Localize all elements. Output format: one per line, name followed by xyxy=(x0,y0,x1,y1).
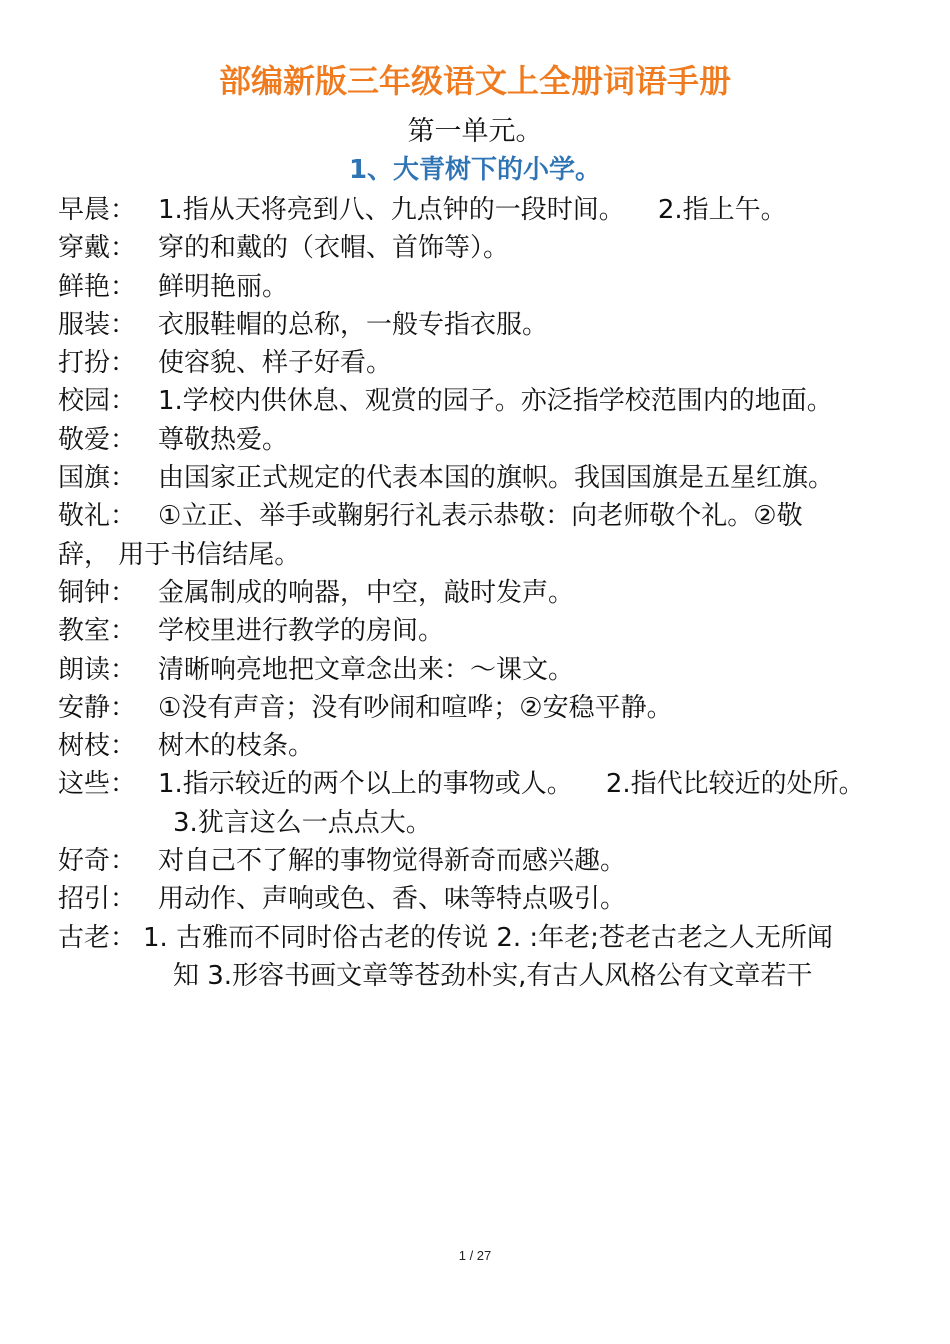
vocab-term: 朗读： xyxy=(58,654,137,685)
vocab-definition: 金属制成的响器，中空，敲时发声。 xyxy=(158,577,575,608)
vocab-entry xyxy=(58,574,928,612)
vocab-definition: 树木的枝条。 xyxy=(158,731,315,762)
vocab-entry xyxy=(58,229,928,267)
vocab-entry xyxy=(58,689,928,727)
page-number: 1 / 27 xyxy=(458,1248,492,1263)
vocab-definition: 使容貌、样子好看。 xyxy=(158,348,393,379)
vocab-definition-continuation: 3.犹言这么一点点大。 xyxy=(173,807,432,838)
vocab-entry-continuation xyxy=(58,957,928,995)
unit-heading: 第一单元。 xyxy=(407,116,543,147)
vocab-entry xyxy=(58,421,928,459)
vocab-definition: 1.学校内供休息、观赏的园子。亦泛指学校范围内的地面。 xyxy=(158,386,833,417)
vocab-definition: 清晰响亮地把文章念出来：～课文。 xyxy=(158,654,575,685)
vocab-term: 教室： xyxy=(58,616,137,647)
document-title: 部编新版三年级语文上全册词语手册 xyxy=(218,62,731,100)
vocab-term: 好奇： xyxy=(58,846,137,877)
vocab-entry xyxy=(58,612,928,650)
vocab-term: 铜钟： xyxy=(58,577,137,608)
vocab-entry xyxy=(58,880,928,918)
vocab-definition: 穿的和戴的（衣帽、首饰等）。 xyxy=(158,233,510,264)
vocab-entry xyxy=(58,344,928,382)
vocab-term: 树枝： xyxy=(58,731,137,762)
vocab-term: 服装： xyxy=(58,309,137,340)
vocab-term: 早晨： xyxy=(58,195,137,225)
vocab-term: 校园： xyxy=(58,386,137,417)
lesson-heading: 1、大青树下的小学。 xyxy=(348,155,602,185)
vocab-definition: 对自己不了解的事物觉得新奇而感兴趣。 xyxy=(158,846,627,877)
vocab-definition: 尊敬热爱。 xyxy=(158,424,289,455)
vocab-definition: 用动作、声响或色、香、味等特点吸引。 xyxy=(158,884,627,915)
vocab-entry xyxy=(58,306,928,344)
vocab-term: 鲜艳： xyxy=(58,271,137,302)
vocab-definition: 学校里进行教学的房间。 xyxy=(158,616,445,647)
vocab-entry xyxy=(58,191,928,229)
vocab-entry-continuation xyxy=(58,536,928,574)
vocab-term: 古老： xyxy=(58,922,137,953)
vocabulary-list xyxy=(58,191,928,995)
vocab-term: 打扮： xyxy=(58,348,137,379)
vocab-entry-continuation xyxy=(58,804,928,842)
vocab-entry xyxy=(58,382,928,420)
vocab-entry xyxy=(58,268,928,306)
vocab-term: 安静： xyxy=(58,692,137,723)
vocab-term: 穿戴： xyxy=(58,233,137,264)
vocab-definition-continuation: 辞， 用于书信结尾。 xyxy=(58,539,301,570)
vocab-term: 国旗： xyxy=(58,463,137,494)
vocab-definition: 1.指示较近的两个以上的事物或人。 2.指代比较近的处所。 xyxy=(158,769,865,800)
vocab-term: 敬爱： xyxy=(58,424,137,455)
vocab-entry xyxy=(58,919,928,957)
vocab-entry xyxy=(58,651,928,689)
vocab-definition-continuation: 知 3.形容书画文章等苍劲朴实,有古人风格公有文章若干 xyxy=(173,960,813,991)
vocab-definition: 1. 古雅而不同时俗古老的传说 2. :年老;苍老古老之人无所闻 xyxy=(143,922,833,953)
vocab-entry xyxy=(58,727,928,765)
vocab-definition: 鲜明艳丽。 xyxy=(158,271,289,302)
vocab-entry xyxy=(58,459,928,497)
vocab-definition: ①立正、举手或鞠躬行礼表示恭敬：向老师敬个礼。②敬 xyxy=(158,501,803,532)
vocab-definition: 1.指从天将亮到八、九点钟的一段时间。 2.指上午。 xyxy=(158,195,787,225)
vocab-definition: 衣服鞋帽的总称，一般专指衣服。 xyxy=(158,309,549,340)
vocab-definition: 由国家正式规定的代表本国的旗帜。我国国旗是五星红旗。 xyxy=(158,463,835,494)
vocab-term: 招引： xyxy=(58,884,137,915)
vocab-entry xyxy=(58,842,928,880)
vocab-definition: ①没有声音；没有吵闹和喧哗；②安稳平静。 xyxy=(158,692,673,723)
vocab-entry xyxy=(58,765,928,803)
vocab-entry xyxy=(58,497,928,535)
vocab-term: 这些： xyxy=(58,769,137,800)
vocab-term: 敬礼： xyxy=(58,501,137,532)
